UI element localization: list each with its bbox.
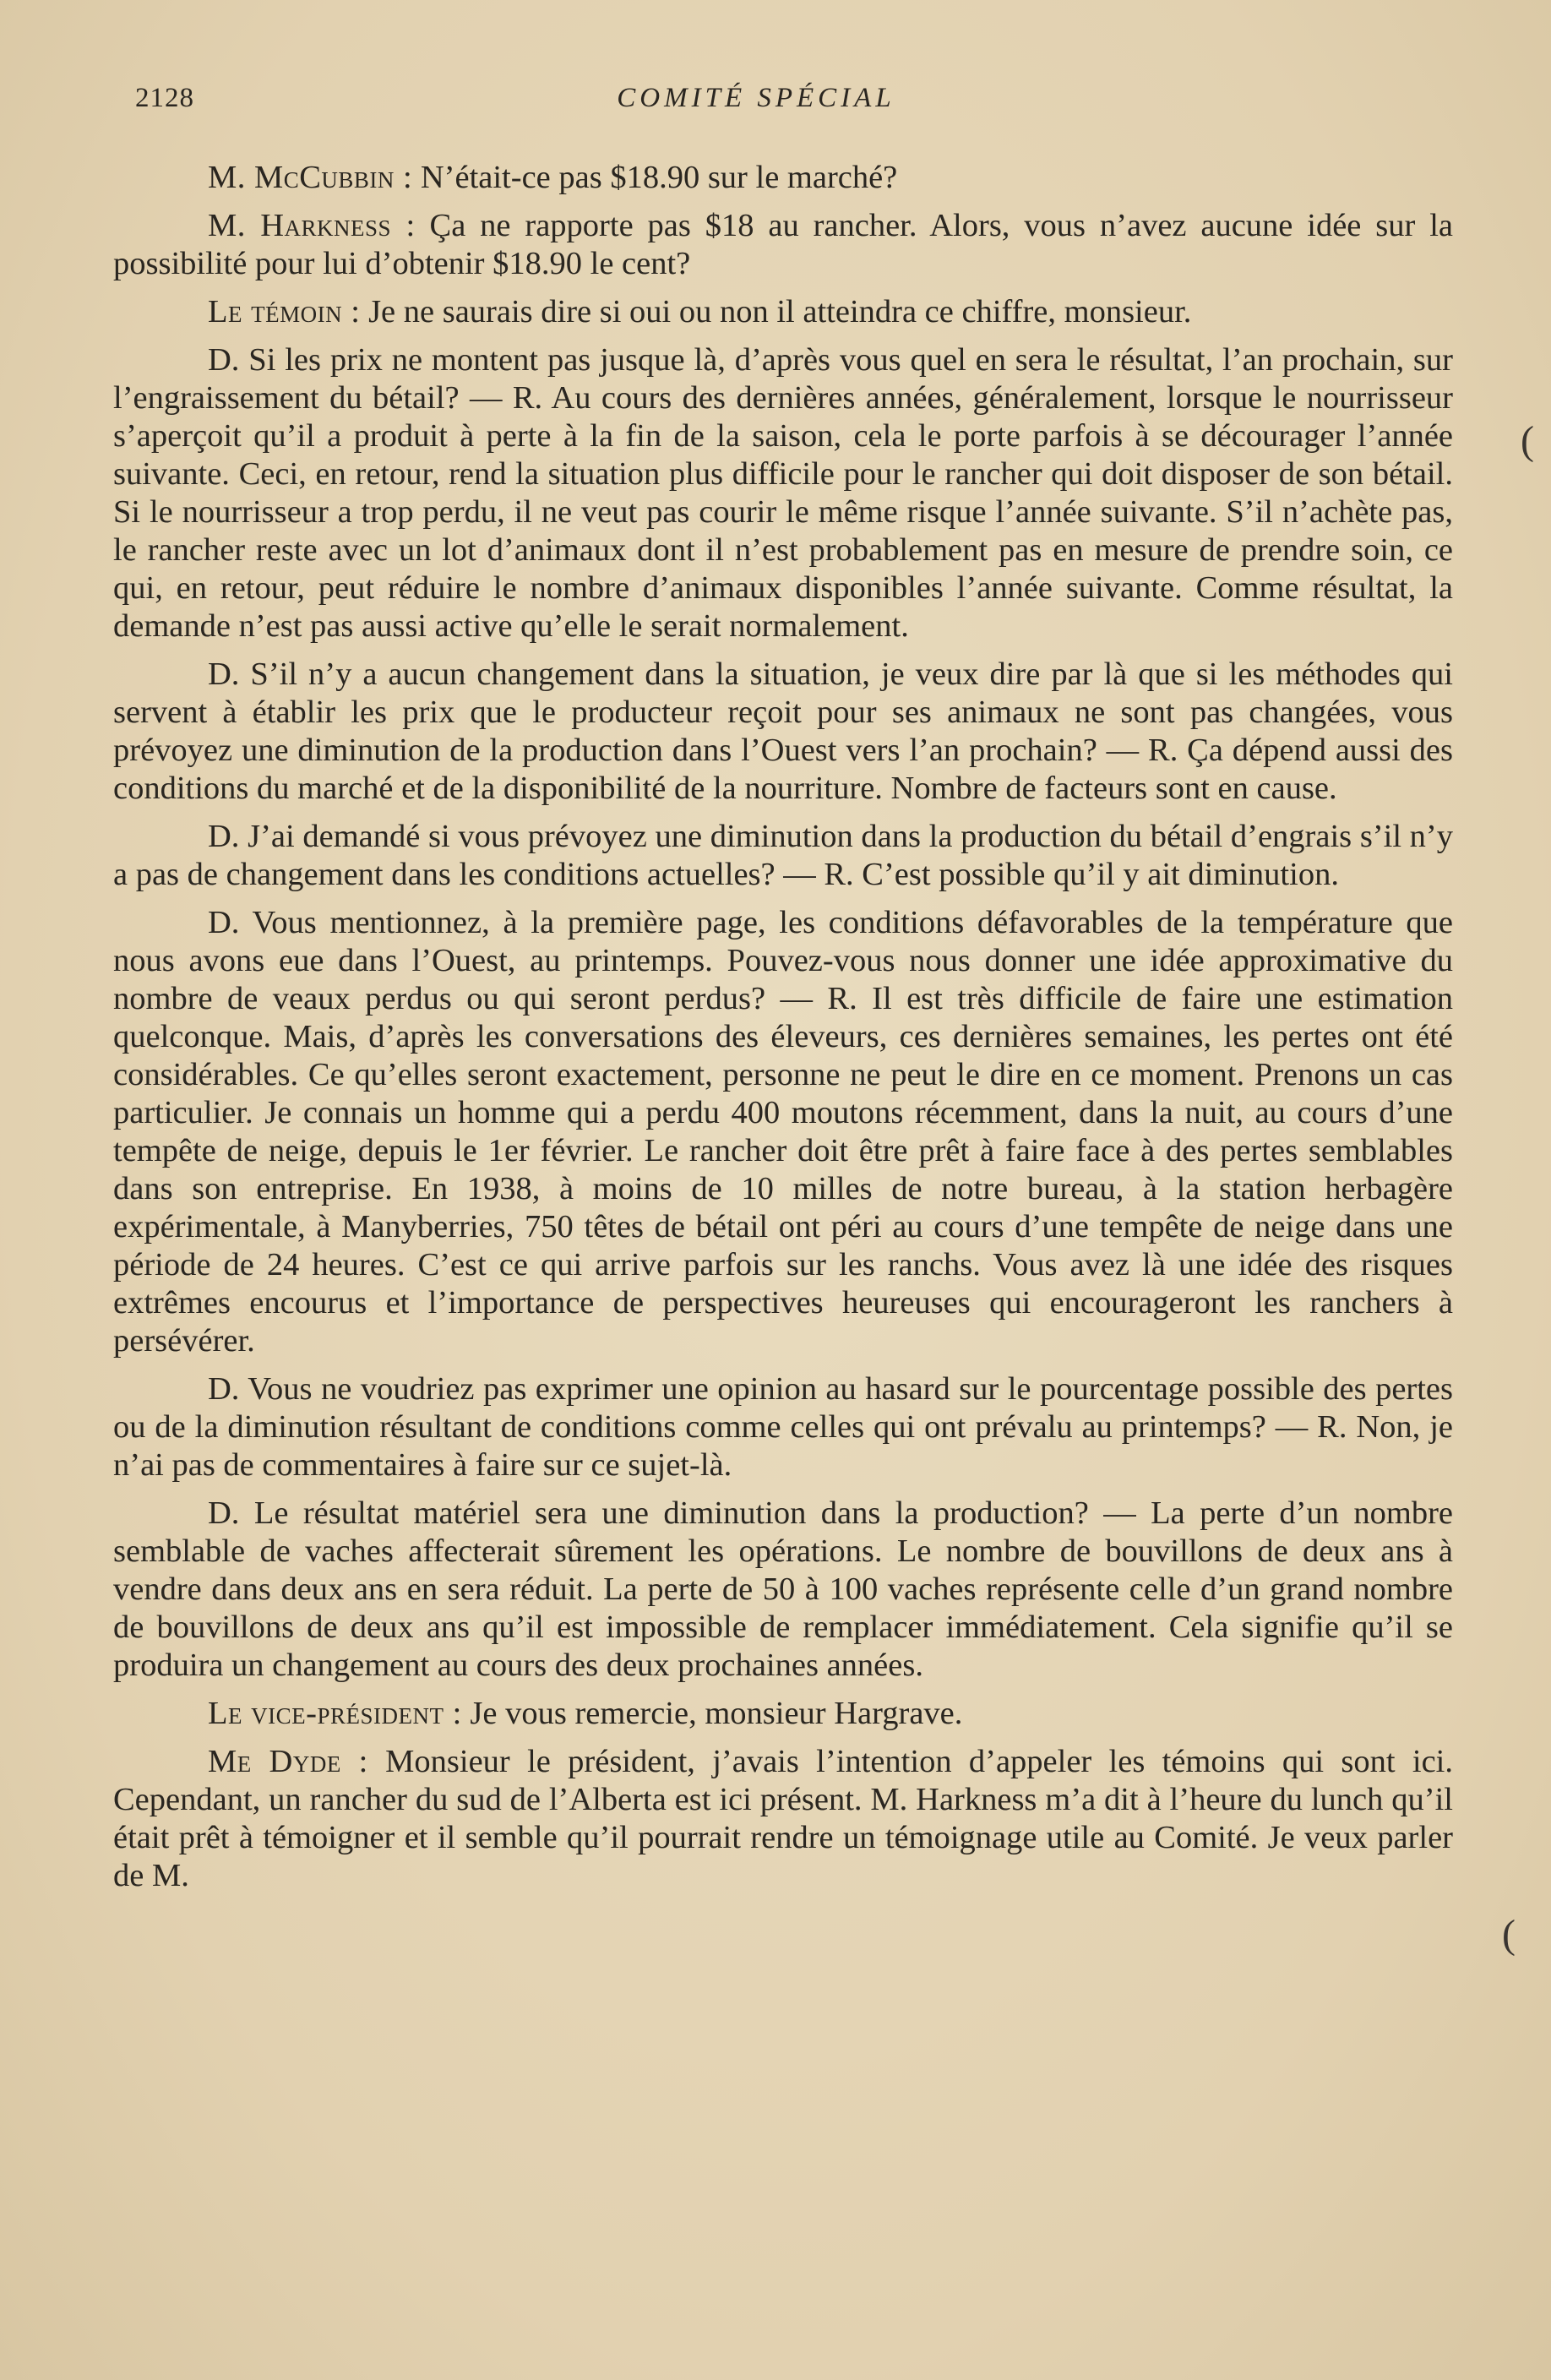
paragraph-text: N’était-ce pas $18.90 sur le marché? (412, 160, 898, 195)
page-number: 2128 (135, 83, 194, 113)
paragraph-text: Ça ne rapporte pas $18 au rancher. Alors, vous n’avez aucune idée sur la possibilité pour lui d’obtenir $18.90 le cent? (113, 208, 1453, 281)
paragraph (113, 1695, 1453, 1733)
speaker-label: Le témoin : (208, 294, 361, 329)
paragraph-text: D. Vous ne voudriez pas exprimer une opinion au hasard sur le pourcentage possible des pertes ou de la diminution résultant de conditions comme celles qui ont prévalu au printemps? — R. Non, je n’ai pas de commentaires à faire sur ce sujet-là. (113, 1371, 1453, 1483)
speaker-label: M. McCubbin : (208, 160, 413, 195)
paragraph (113, 656, 1453, 808)
paragraph (113, 293, 1453, 331)
paragraph (113, 1743, 1453, 1895)
page-header (135, 74, 1478, 125)
paragraph-text: Je ne saurais dire si oui ou non il atteindra ce chiffre, monsieur. (360, 294, 1192, 329)
paragraph-text: D. Le résultat matériel sera une diminution dans la production? — La perte d’un nombre semblable de vaches affecterait sûrement les opérations. Le nombre de bouvillons de deux ans à vendre dans deux ans en sera réduit. La perte de 50 à 100 vaches représente celle d’un grand nombre de bouvillons de deux ans qu’il est impossible de remplacer immédiatement. Cela signifie qu’il se produira un changement au cours des deux prochaines années. (113, 1495, 1453, 1683)
speaker-label: Le vice-président : (208, 1696, 462, 1731)
paragraph (113, 341, 1453, 645)
paragraph-text: D. S’il n’y a aucun changement dans la situation, je veux dire par là que si les méthodes qui servent à établir les prix que le producteur reçoit pour ses animaux ne sont pas changées, vous prévoyez une diminution de la production dans l’Ouest vers l’an prochain? — R. Ça dépend aussi des conditions du marché et de la disponibilité de la nourriture. Nombre de facteurs sont en cause. (113, 656, 1453, 806)
paragraph-text: Monsieur le président, j’avais l’intention d’appeler les témoins qui sont ici. Cependant, un rancher du sud de l’Alberta est ici présent. M. Harkness m’a dit à l’heure du lunch qu’il était prêt à témoigner et il semble qu’il pourrait rendre un témoignage utile au Comité. Je veux parler de M. (113, 1744, 1453, 1893)
margin-mark: ( (1521, 418, 1534, 463)
paragraph-text: D. J’ai demandé si vous prévoyez une diminution dans la production du bétail d’engrais s’il n’y a pas de changement dans les conditions actuelles? — R. C’est possible qu’il y ait diminution. (113, 819, 1453, 892)
paragraph-text: Je vous remercie, monsieur Hargrave. (461, 1696, 963, 1731)
paragraph (113, 1370, 1453, 1484)
paragraph (113, 159, 1453, 197)
paragraph (113, 207, 1453, 283)
speaker-label: M. Harkness : (208, 208, 416, 243)
paragraph (113, 1495, 1453, 1685)
paragraph (113, 904, 1453, 1360)
body-text (113, 159, 1453, 1905)
paragraph-text: D. Si les prix ne montent pas jusque là, d’après vous quel en sera le résultat, l’an prochain, sur l’engraissement du bétail? — R. Au cours des dernières années, généralement, lorsque le nourrisseur s’aperçoit qu’il a produit à perte à la fin de la saison, cela le porte parfois à se décourager l’année suivante. Ceci, en retour, rend la situation plus difficile pour le rancher qui doit disposer de son bétail. Si le nourrisseur a trop perdu, il ne veut pas courir le même risque l’année suivante. S’il n’achète pas, le rancher reste avec un lot d’animaux dont il n’est probablement pas en mesure de prendre soin, ce qui, en retour, peut réduire le nombre d’animaux disponibles l’année suivante. Comme résultat, la demande n’est pas aussi active qu’elle le serait normalement. (113, 342, 1453, 644)
margin-mark: ( (1502, 1912, 1516, 1957)
speaker-label: Me Dyde : (208, 1744, 368, 1779)
paragraph (113, 818, 1453, 894)
paragraph-text: D. Vous mentionnez, à la première page, les conditions défavorables de la température que nous avons eue dans l’Ouest, au printemps. Pouvez-vous nous donner une idée approximative du nombre de veaux perdus ou qui seront perdus? — R. Il est très difficile de faire une estimation quelconque. Mais, d’après les conversations des éleveurs, ces dernières semaines, les pertes ont été considérables. Ce qu’elles seront exactement, personne ne peut le dire en ce moment. Prenons un cas particulier. Je connais un homme qui a perdu 400 moutons récemment, dans la nuit, au cours d’une tempête de neige, depuis le 1er février. Le rancher doit être prêt à faire face à des pertes semblables dans son entreprise. En 1938, à moins de 10 milles de notre bureau, à la station herbagère expérimentale, à Manyberries, 750 têtes de bétail ont péri au cours d’une tempête de neige dans une période de 24 heures. C’est ce qui arrive parfois sur les ranchs. Vous avez là une idée des risques extrêmes encourus et l’importance de perspectives heureuses qui encourageront les ranchers à persévérer. (113, 905, 1453, 1359)
running-head: COMITÉ SPÉCIAL (617, 83, 895, 113)
